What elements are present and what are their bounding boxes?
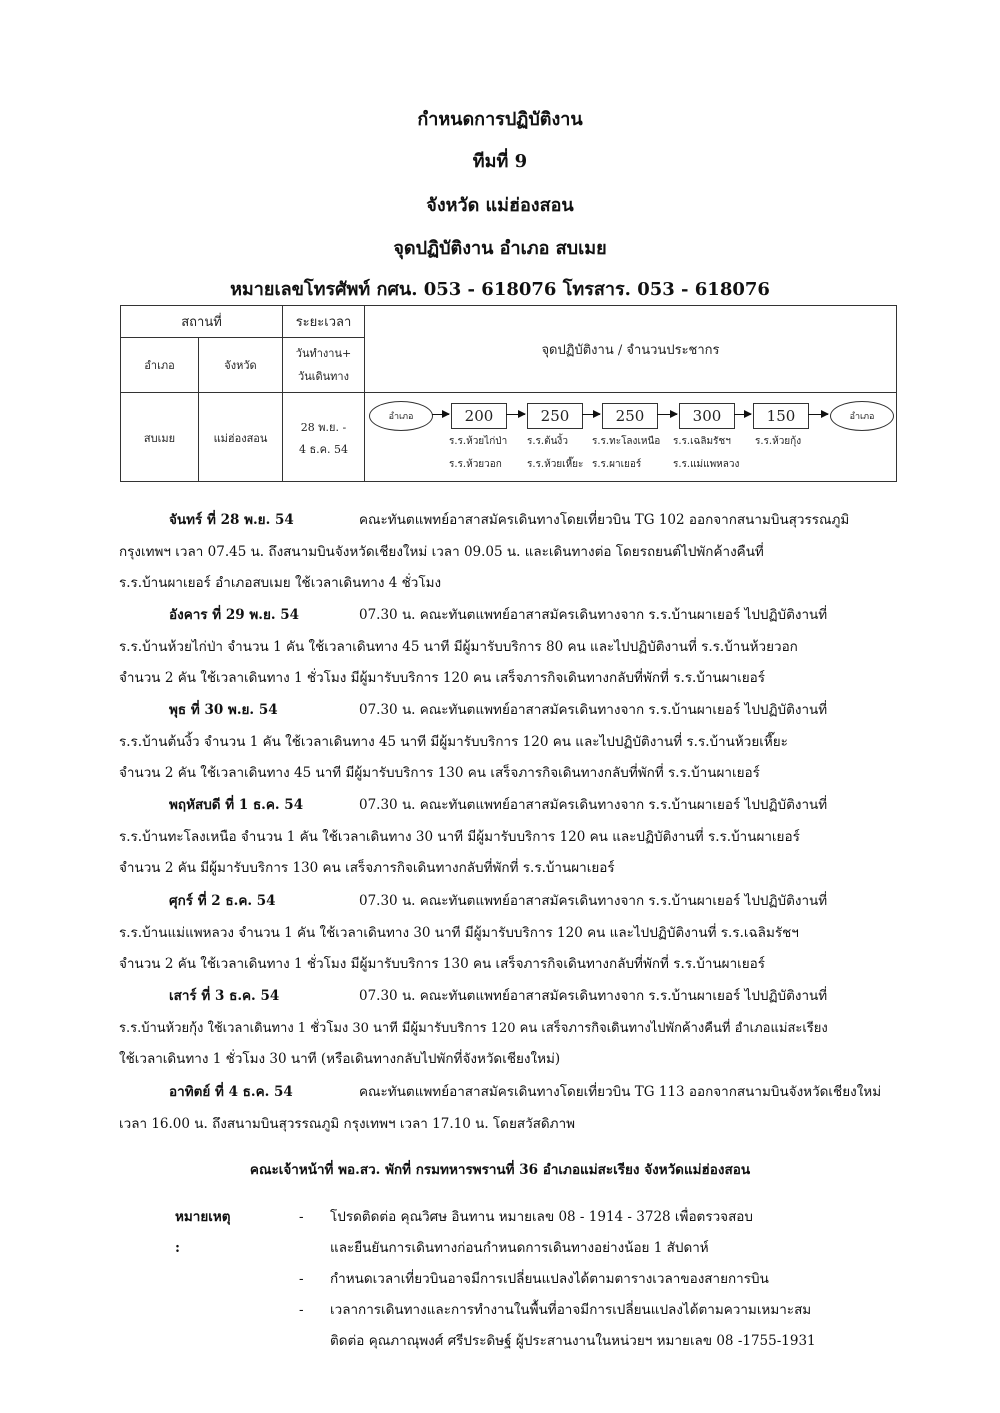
day-text: จำนวน 2 คัน ใช้เวลาเดินทาง 45 นาที มีผู้มารับบริการ 130 คน เสร็จภารกิจเดินทางกลับที่พักที่ ร.ร.บ้านผาเยอร์ xyxy=(119,765,760,781)
header-days-line1: วันทำงาน+ xyxy=(295,347,352,360)
route-diagram-cell xyxy=(365,393,897,482)
bullet-dash: - xyxy=(299,1209,304,1225)
table-header-row xyxy=(121,306,897,338)
cell-province: แม่ฮ่องสอน xyxy=(199,393,283,482)
start-node: อำเภอ xyxy=(369,401,433,431)
day-text: คณะทันตแพทย์อาสาสมัครเดินทางโดยเที่ยวบิน TG 102 ออกจากสนามบินสุวรรณภูมิ xyxy=(359,512,850,528)
schedule-day xyxy=(119,1077,939,1140)
period-end: 4 ธ.ค. 54 xyxy=(298,443,349,456)
team-number: ทีมที่ 9 xyxy=(472,151,528,172)
day-text: กรุงเทพฯ เวลา 07.45 น. ถึงสนามบินจังหวัดเชียงใหม่ เวลา 09.05 น. และเดินทางต่อ โดยรถยนต์ไปพักค้างคืนที่ xyxy=(119,543,764,560)
note-text: ติดต่อ คุณภาณุพงศ์ ศรีประดิษฐ์ ผู้ประสานงานในหน่วยฯ หมายเลข 08 -1755-1931 xyxy=(330,1333,816,1349)
day-text: ร.ร.บ้านแม่แพหลวง จำนวน 1 คัน ใช้เวลาเดินทาง 30 นาที มีผู้มารับบริการ 120 คน และไปปฏิบัติงานที่ ร.ร.เฉลิมรัชฯ xyxy=(119,924,799,941)
header-period: ระยะเวลา xyxy=(283,306,365,338)
stop-school: ร.ร.ห้วยไก่ป่า xyxy=(449,436,508,447)
arrow-icon xyxy=(657,414,677,415)
day-text: 07.30 น. คณะทันตแพทย์อาสาสมัครเดินทางจาก ร.ร.บ้านผาเยอร์ ไปปฏิบัติงานที่ xyxy=(359,797,828,813)
header-days xyxy=(283,338,365,393)
arrow-icon xyxy=(808,414,828,415)
schedule-table xyxy=(120,305,897,482)
stop-node: 250 xyxy=(527,403,583,429)
day-text: จำนวน 2 คัน มีผู้มารับบริการ 130 คน เสร็จภารกิจเดินทางกลับที่พักที่ ร.ร.บ้านผาเยอร์ xyxy=(119,860,615,876)
stop-school: ร.ร.ห้วยเหี๊ยะ xyxy=(527,459,584,470)
day-text: คณะทันตแพทย์อาสาสมัครเดินทางโดยเที่ยวบิน TG 113 ออกจากสนามบินจังหวัดเชียงใหม่ xyxy=(359,1084,882,1100)
table-row xyxy=(121,393,897,482)
day-text: ร.ร.บ้านห้วยกุ้ง ใช้เวลาเดินทาง 1 ชั่วโมง 30 นาที มีผู้มารับบริการ 120 คน เสร็จภารกิจเดินทางไปพักค้างคืนที่ อำเภอแม่สะเรียง xyxy=(119,1020,828,1036)
phone-heading: หมายเลขโทรศัพท์ กศน. 053 - 618076 โทรสาร. 053 - 618076 xyxy=(230,279,770,300)
day-label: จันทร์ ที่ 28 พ.ย. 54 xyxy=(169,512,294,528)
stop-node: 200 xyxy=(451,403,507,429)
day-text: จำนวน 2 คัน ใช้เวลาเดินทาง 1 ชั่วโมง มีผู้มารับบริการ 130 คน เสร็จภารกิจเดินทางกลับที่พักที่ ร.ร.บ้านผาเยอร์ xyxy=(119,956,766,972)
end-node: อำเภอ xyxy=(830,401,894,431)
notes-heading: หมายเหตุ : xyxy=(175,1209,231,1256)
day-text: จำนวน 2 คัน ใช้เวลาเดินทาง 1 ชั่วโมง มีผู้มารับบริการ 120 คน เสร็จภารกิจเดินทางกลับที่พักที่ ร.ร.บ้านผาเยอร์ xyxy=(119,670,766,686)
note-text: เวลาการเดินทางและการทำงานในพื้นที่อาจมีการเปลี่ยนแปลงได้ตามความเหมาะสม xyxy=(330,1302,812,1318)
schedule-day xyxy=(119,505,939,600)
day-label: พุธ ที่ 30 พ.ย. 54 xyxy=(169,702,278,718)
stop-school: ร.ร.ต้นงิ้ว xyxy=(527,436,568,447)
province-heading: จังหวัด แม่ฮ่องสอน xyxy=(426,195,574,216)
note-text: โปรดติดต่อ คุณวิศษ อินทาน หมายเลข 08 - 1914 - 3728 เพื่อตรวจสอบ xyxy=(330,1209,753,1225)
note-text: กำหนดเวลาเที่ยวบินอาจมีการเปลี่ยนแปลงได้ตามตารางเวลาของสายการบิน xyxy=(330,1271,769,1287)
document-title: กำหนดการปฏิบัติงาน xyxy=(417,109,583,130)
schedule-day xyxy=(119,790,939,885)
committee-lodging: คณะเจ้าหน้าที่ พอ.สว. พักที่ กรมทหารพรานที่ 36 อำเภอแม่สะเรียง จังหวัดแม่ฮ่องสอน xyxy=(249,1162,751,1178)
stop-node: 250 xyxy=(602,403,658,429)
arrow-icon xyxy=(432,414,449,415)
day-text: 07.30 น. คณะทันตแพทย์อาสาสมัครเดินทางจาก ร.ร.บ้านผาเยอร์ ไปปฏิบัติงานที่ xyxy=(359,988,828,1004)
day-label: อังคาร ที่ 29 พ.ย. 54 xyxy=(169,607,300,623)
day-text: ใช้เวลาเดินทาง 1 ชั่วโมง 30 นาที (หรือเดินทางกลับไปพักที่จังหวัดเชียงใหม่) xyxy=(119,1051,561,1067)
period-start: 28 พ.ย. - xyxy=(300,421,347,434)
cell-period xyxy=(283,393,365,482)
day-text: ร.ร.บ้านห้วยไก่ป่า จำนวน 1 คัน ใช้เวลาเดินทาง 45 นาที มีผู้มารับบริการ 80 คน และไปปฏิบัติงานที่ ร.ร.บ้านห้วยวอก xyxy=(119,638,798,655)
header-points: จุดปฏิบัติงาน / จำนวนประชากร xyxy=(365,306,897,393)
site-heading: จุดปฏิบัติงาน อำเภอ สบเมย xyxy=(393,238,607,259)
stop-node: 300 xyxy=(679,403,735,429)
day-text: ร.ร.บ้านทะโลงเหนือ จำนวน 1 คัน ใช้เวลาเดินทาง 30 นาที มีผู้มารับบริการ 120 คน และปฏิบัติงานที่ ร.ร.บ้านผาเยอร์ xyxy=(119,828,800,845)
day-label: พฤหัสบดี ที่ 1 ธ.ค. 54 xyxy=(169,797,304,813)
schedule-day xyxy=(119,600,939,695)
bullet-dash: - xyxy=(299,1302,304,1318)
header-place: สถานที่ xyxy=(121,306,283,338)
header-district: อำเภอ xyxy=(121,338,199,393)
stop-school: ร.ร.แม่แพหลวง xyxy=(673,459,740,470)
route-diagram xyxy=(365,393,897,481)
arrow-icon xyxy=(734,414,751,415)
day-text: เวลา 16.00 น. ถึงสนามบินสุวรรณภูมิ กรุงเทพฯ เวลา 17.10 น. โดยสวัสดิภาพ xyxy=(119,1115,576,1132)
day-label: ศุกร์ ที่ 2 ธ.ค. 54 xyxy=(169,893,276,909)
header-days-line2: วันเดินทาง xyxy=(298,370,349,383)
arrow-icon xyxy=(582,414,600,415)
arrow-icon xyxy=(506,414,525,415)
note-text: และยืนยันการเดินทางก่อนกำหนดการเดินทางอย่างน้อย 1 สัปดาห์ xyxy=(330,1240,709,1256)
day-text: ร.ร.บ้านต้นงิ้ว จำนวน 1 คัน ใช้เวลาเดินทาง 45 นาที มีผู้มารับบริการ 120 คน และไปปฏิบัติงานที่ ร.ร.บ้านห้วยเหี๊ยะ xyxy=(119,733,788,750)
stop-school: ร.ร.เฉลิมรัชฯ xyxy=(673,436,731,447)
stop-school: ร.ร.ผาเยอร์ xyxy=(592,459,642,470)
stop-node: 150 xyxy=(753,403,809,429)
schedule-day xyxy=(119,981,939,1076)
day-text: ร.ร.บ้านผาเยอร์ อำเภอสบเมย ใช้เวลาเดินทาง 4 ชั่วโมง xyxy=(119,575,442,591)
bullet-dash: - xyxy=(299,1271,304,1287)
day-text: 07.30 น. คณะทันตแพทย์อาสาสมัครเดินทางจาก ร.ร.บ้านผาเยอร์ ไปปฏิบัติงานที่ xyxy=(359,702,828,718)
day-text: 07.30 น. คณะทันตแพทย์อาสาสมัครเดินทางจาก ร.ร.บ้านผาเยอร์ ไปปฏิบัติงานที่ xyxy=(359,607,828,623)
day-label: เสาร์ ที่ 3 ธ.ค. 54 xyxy=(169,988,280,1004)
stop-school: ร.ร.ห้วยวอก xyxy=(449,459,502,470)
schedule-day xyxy=(119,695,939,790)
day-text: 07.30 น. คณะทันตแพทย์อาสาสมัครเดินทางจาก ร.ร.บ้านผาเยอร์ ไปปฏิบัติงานที่ xyxy=(359,893,828,909)
schedule-day xyxy=(119,886,939,981)
day-label: อาทิตย์ ที่ 4 ธ.ค. 54 xyxy=(169,1084,293,1100)
header-province: จังหวัด xyxy=(199,338,283,393)
cell-district: สบเมย xyxy=(121,393,199,482)
stop-school: ร.ร.ห้วยกุ้ง xyxy=(755,436,802,447)
stop-school: ร.ร.ทะโลงเหนือ xyxy=(592,436,661,447)
